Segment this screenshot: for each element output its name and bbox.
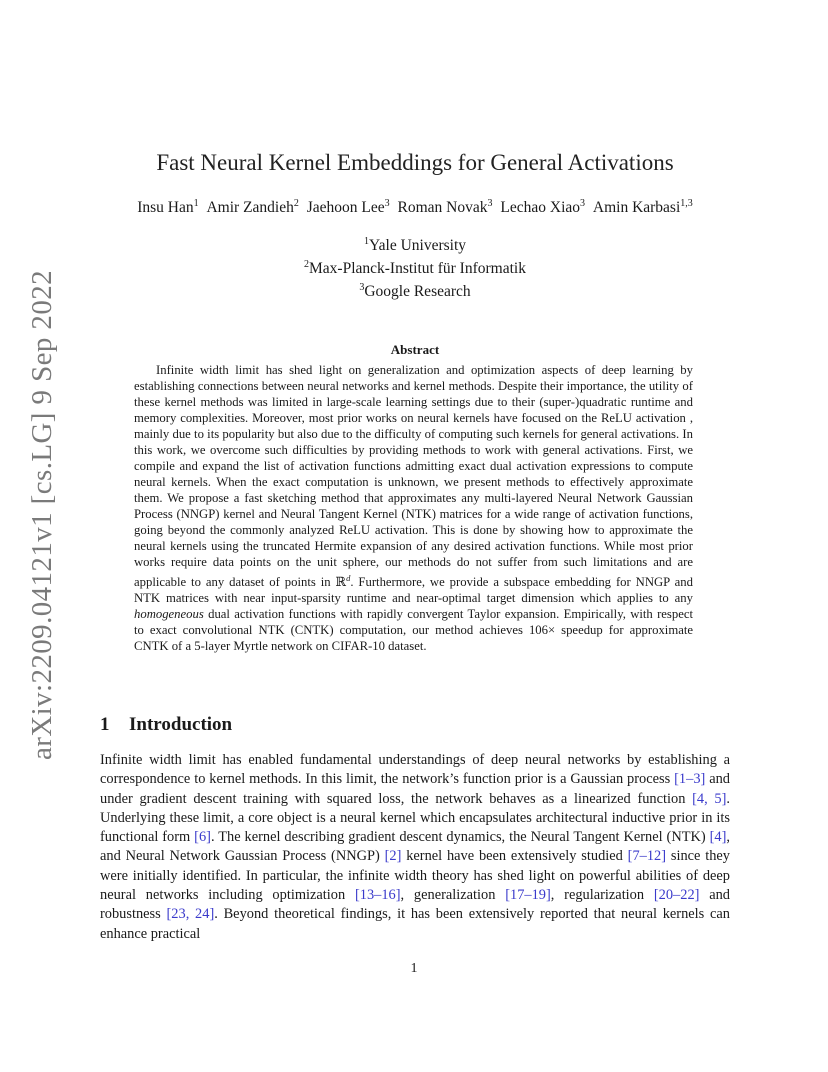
affiliation-mark: 3 [359, 282, 365, 294]
arxiv-identifier-stamp: arXiv:2209.04121v1 [cs.LG] 9 Sep 2022 [26, 269, 58, 760]
citation-link[interactable]: [13–16] [354, 887, 401, 904]
introduction-text: , generalization [400, 887, 506, 904]
introduction-text: . The kernel describing gradient descent dynamics, the Neural Tangent Kernel (NTK) [210, 829, 710, 846]
affiliation [100, 232, 730, 255]
author-name: Roman Novak [397, 199, 488, 217]
author [398, 199, 493, 216]
author [593, 199, 693, 216]
section-number: 1 [100, 714, 110, 735]
abstract-text: dual activation functions with rapidly convergent Taylor expansion. Empirically, with respect to exact convolutional NTK (CNTK) computation, our method achieves 106× speedup for approximate CNTK of a 5-layer Myrtle network on CIFAR-10 dataset. [134, 607, 693, 654]
introduction-text: Infinite width limit has enabled fundamental understandings of deep neural networks by establishing a correspondence to kernel methods. In this limit, the network’s function prior is a Gaussian process [100, 752, 730, 788]
page-number: 1 [410, 961, 418, 976]
paper-title: Fast Neural Kernel Embeddings for General Activations [156, 150, 674, 175]
introduction-text: . Underlying these limit, a core object is a neural kernel which encapsulates architectural inductive prior in its functional form [100, 790, 730, 846]
abstract-body [134, 362, 693, 654]
author-affiliation-mark: 3 [580, 198, 586, 209]
affiliation-mark: 1 [363, 236, 369, 247]
citation-link[interactable]: [7–12] [627, 848, 667, 865]
citation-link[interactable]: [17–19] [505, 887, 551, 904]
author-affiliation-mark: 1 [193, 198, 199, 209]
abstract-text: Infinite width limit has shed light on generalization and optimization aspects of deep learning by establishing connections between neural networks and kernel methods. Despite their importance, the utility of these kernel methods was limited in large-scale learning settings due to their (super-)quadratic runtime and memory complexities. Moreover, most prior works on neural kernels have focused on the ReLU activation , mainly due to its popularity but also due to the difficulty of computing such kernels for general activations. In this work, we overcome such difficulties by providing methods to work with general activations. First, we compile and expand the list of activation functions admitting exact dual activation expressions to compute neural kernels. When the exact computation is unknown, we present methods to effectively approximate them. We propose a fast sketching method that approximates any multi-layered Neural Network Gaussian Process (NNGP) kernel and Neural Tangent Kernel (NTK) matrices for a wide range of activation functions, going beyond the commonly analyzed ReLU activation. This is done by showing how to approximate the neural kernels using the truncated Hermite expansion of any desired activation functions. While most prior works require data points on the unit sphere, our methods do not suffer from such limitations and are applicable to any dataset of points in [134, 363, 693, 590]
affiliation-list [100, 232, 730, 301]
author-affiliation-mark: 1,3 [680, 198, 693, 209]
introduction-text: . Beyond theoretical findings, it has been extensively reported that neural kernels can enhance practical [100, 906, 730, 942]
math-superscript: d [346, 573, 351, 583]
affiliation [100, 278, 730, 301]
introduction-text: and robustness [100, 887, 731, 923]
introduction-text: and under gradient descent training with squared loss, the network behaves as a linearized function [100, 771, 730, 807]
citation-link[interactable]: [23, 24] [166, 906, 215, 923]
author-name: Lechao Xiao [500, 199, 581, 217]
author-name: Amin Karbasi [592, 199, 681, 217]
citation-link[interactable]: [4, 5] [692, 790, 727, 807]
author-affiliation-mark: 2 [293, 198, 299, 209]
citation-link[interactable]: [20–22] [653, 887, 700, 904]
author-affiliation-mark: 3 [487, 198, 493, 209]
author [137, 199, 198, 216]
abstract-text: . Furthermore, we provide a subspace embedding for NNGP and NTK matrices with near input-sparsity runtime and near-optimal target dimension which applies to any [134, 575, 693, 606]
affiliation-name: Yale University [368, 237, 467, 255]
citation-link[interactable]: [2] [384, 848, 402, 865]
citation-link[interactable]: [6] [194, 829, 211, 846]
affiliation-name: Max-Planck-Institut für Informatik [309, 260, 526, 278]
introduction-text: , and Neural Network Gaussian Process (NNGP) [100, 829, 731, 865]
citation-link[interactable]: [4] [709, 829, 727, 846]
author-name: Jaehoon Lee [306, 199, 385, 217]
author-name: Amir Zandieh [206, 199, 294, 217]
affiliation [100, 255, 730, 278]
affiliation-mark: 2 [304, 259, 310, 271]
affiliation-name: Google Research [364, 283, 471, 301]
introduction-text: since they were initially identified. In particular, the infinite width theory has shed light on powerful abilities of deep neural networks including optimization [100, 848, 730, 904]
section-title: Introduction [129, 714, 233, 735]
author [500, 199, 585, 216]
author-list [100, 198, 730, 217]
section-heading-introduction [100, 714, 232, 736]
citation-link[interactable]: [1–3] [674, 771, 706, 788]
author [307, 199, 390, 216]
introduction-text: , regularization [550, 887, 654, 904]
abstract-emphasis: homogeneous [134, 607, 204, 622]
author-name: Insu Han [137, 199, 194, 217]
author-affiliation-mark: 3 [384, 198, 390, 209]
introduction-text: kernel have been extensively studied [401, 848, 628, 865]
math-reals-symbol: ℝ [335, 575, 347, 590]
introduction-body [100, 751, 730, 944]
author [206, 199, 298, 216]
abstract-heading: Abstract [390, 342, 440, 357]
